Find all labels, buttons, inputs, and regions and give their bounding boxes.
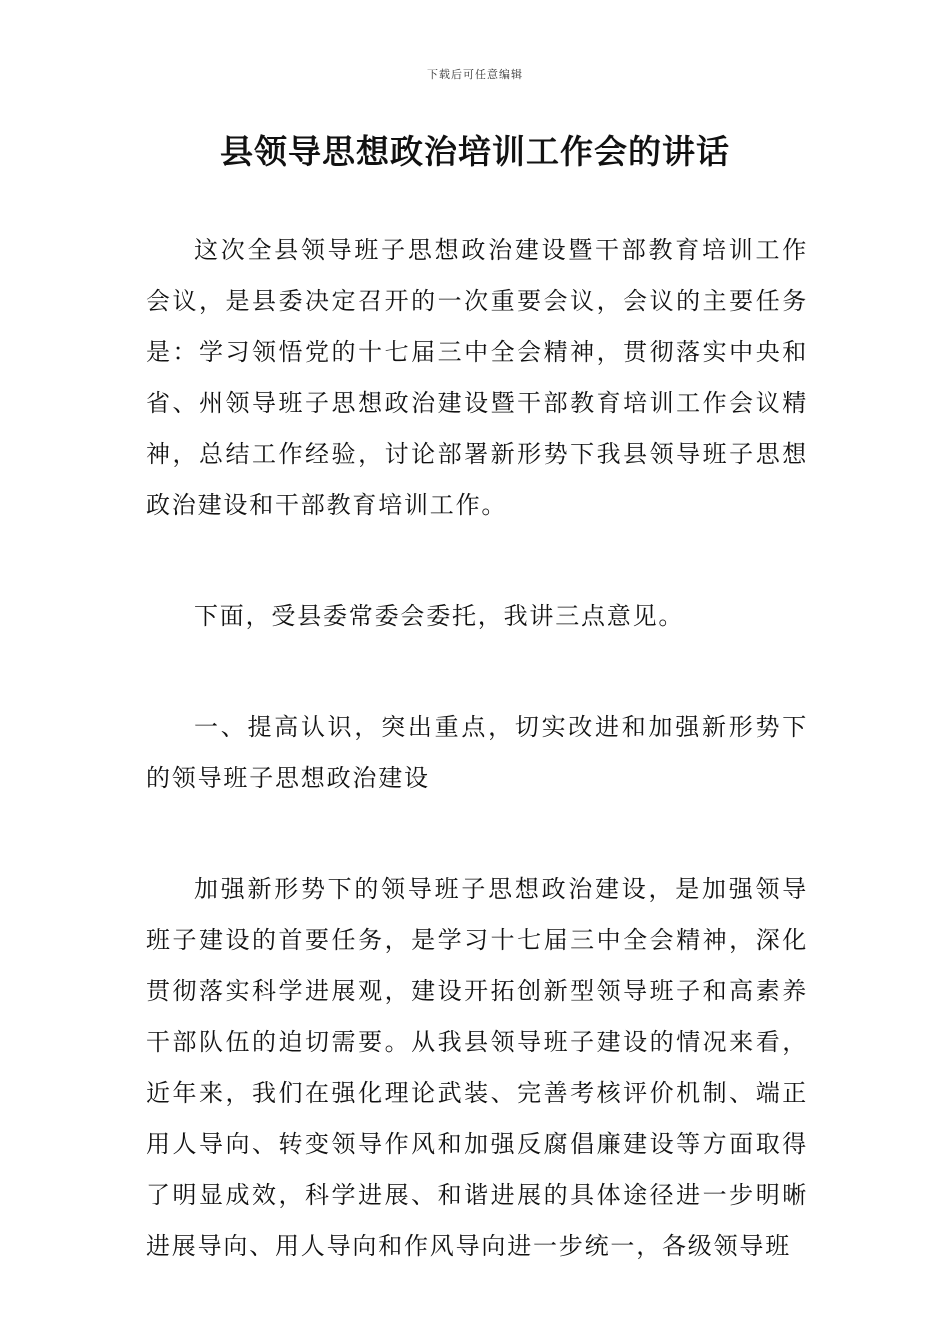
header-note: 下载后可任意编辑 (427, 68, 523, 81)
paragraph-intro: 这次全县领导班子思想政治建设暨干部教育培训工作会议，是县委决定召开的一次重要会议，会议的主要任务是：学习领悟党的十七届三中全会精神，贯彻落实中央和省、州领导班子思想政治建设暨干部教育培训工作会议精神，总结工作经验，讨论部署新形势下我县领导班子思想政治建设和干部教育培训工作。 (146, 236, 808, 519)
paragraph-section-one-body: 加强新形势下的领导班子思想政治建设，是加强领导班子建设的首要任务，是学习十七届三中全会精神，深化贯彻落实科学进展观，建设开拓创新型领导班子和高素养干部队伍的迫切需要。从我县领导班子建设的情况来看，近年来，我们在强化理论武装、完善考核评价机制、端正用人导向、转变领导作风和加强反腐倡廉建设等方面取得了明显成效，科学进展、和谐进展的具体途径进一步明晰进展导向、用人导向和作风导向进一步统一，各级领导班 (146, 875, 808, 1260)
paragraph-gap (146, 804, 808, 864)
document-body (146, 225, 808, 1272)
document-title: 县领导思想政治培训工作会的讲话 (220, 132, 730, 171)
paragraph-gap (146, 531, 808, 591)
paragraph-outline: 下面，受县委常委会委托，我讲三点意见。 (194, 602, 685, 630)
paragraph-gap (146, 642, 808, 702)
section-heading-one: 一、提高认识，突出重点，切实改进和加强新形势下的领导班子思想政治建设 (146, 713, 808, 792)
